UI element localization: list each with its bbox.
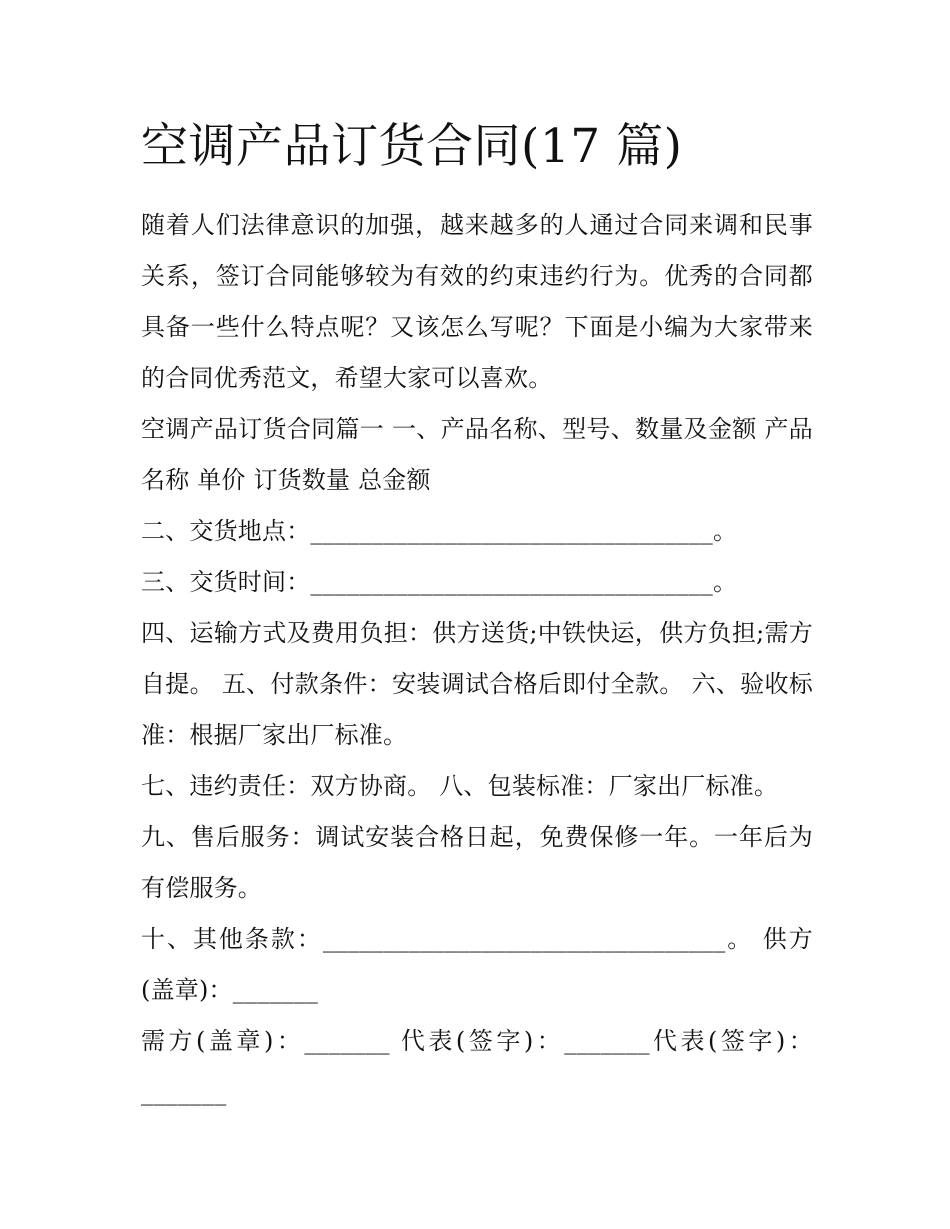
document-page bbox=[141, 112, 813, 1118]
transport-payment-acceptance-paragraph: 四、运输方式及费用负担：供方送货;中铁快运，供方负担;需方自提。 五、付款条件：安装调试合格后即付全款。 六、验收标准：根据厂家出厂标准。 bbox=[141, 619, 813, 749]
delivery-location-line: 二、交货地点：_________________________________。 bbox=[141, 517, 738, 545]
liability-packaging-line: 七、违约责任：双方协商。 八、包装标准：厂家出厂标准。 bbox=[141, 772, 779, 800]
contract-heading-paragraph: 空调产品订货合同篇一 一、产品名称、型号、数量及金额 产品名称 单价 订货数量 总金额 bbox=[141, 415, 813, 494]
delivery-time-line: 三、交货时间：_________________________________。 bbox=[141, 568, 738, 596]
signature-paragraph: 需方(盖章)：_______ 代表(签字)：_______代表(签字)：_______ bbox=[141, 1027, 813, 1106]
intro-paragraph: 随着人们法律意识的加强，越来越多的人通过合同来调和民事关系，签订合同能够较为有效的约束违约行为。优秀的合同都具备一些什么特点呢？又该怎么写呢？下面是小编为大家带来的合同优秀范文，希望大家可以喜欢。 bbox=[141, 211, 813, 392]
after-sales-paragraph: 九、售后服务：调试安装合格日起，免费保修一年。一年后为有偿服务。 bbox=[141, 823, 813, 902]
document-title: 空调产品订货合同(17 篇) bbox=[141, 119, 683, 174]
other-terms-supplier-paragraph: 十、其他条款：_________________________________。 供方(盖章)：_______ bbox=[141, 925, 813, 1004]
